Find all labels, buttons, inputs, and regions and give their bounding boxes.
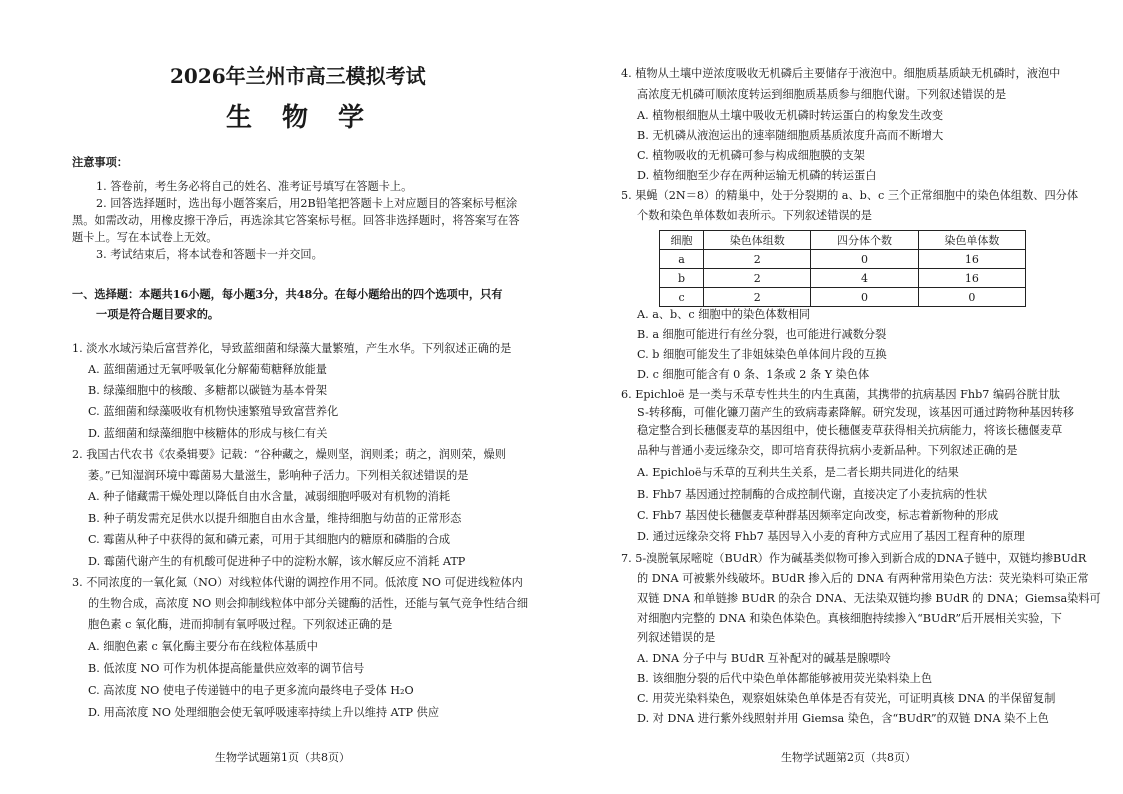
question-3-stem: 胞色素 c 氧化酶，进而抑制有氧呼吸过程。下列叙述正确的是: [88, 618, 393, 631]
question-6-option: A. Epichloë与禾草的互利共生关系，是二者长期共同进化的结果: [637, 466, 959, 479]
question-7-option: C. 用荧光染料染色，观察姐妹染色单体是否有荧光，可证明真核 DNA 的半保留复制: [637, 692, 1056, 705]
question-1-stem: 1. 淡水水域污染后富营养化，导致蓝细菌和绿藻大量繁殖，产生水华。下列叙述正确的是: [72, 342, 512, 355]
table-header-row: [660, 231, 1026, 250]
page-footer: 生物学试题第1页（共8页）: [215, 751, 350, 764]
table-row: [660, 288, 1026, 307]
question-3-option: C. 高浓度 NO 使电子传递链中的电子更多流向最终电子受体 H₂O: [88, 684, 414, 697]
question-7-stem: 对细胞内完整的 DNA 和染色体染色。真核细胞持续掺入“BUdR”后开展相关实验，下: [637, 612, 1062, 625]
table-cell: 16: [918, 269, 1025, 288]
question-6-stem: 品种与普通小麦远缘杂交，即可培育获得抗病小麦新品种。下列叙述正确的是: [637, 444, 1018, 457]
table-header-cell: 细胞: [660, 231, 704, 250]
question-6-option: B. Fhb7 基因通过控制酶的合成控制代谢，直接决定了小麦抗病的性状: [637, 488, 988, 501]
question-1-option: D. 蓝细菌和绿藻细胞中核糖体的形成与核仁有关: [88, 427, 328, 440]
page-1: [0, 0, 561, 794]
notice-line: 2. 回答选择题时，选出每小题答案后，用2B铅笔把答题卡上对应题目的答案标号框涂: [96, 197, 518, 210]
table-cell: 0: [918, 288, 1025, 307]
chromosome-table: [659, 230, 1026, 307]
question-6-stem: 6. Epichloë 是一类与禾草专性共生的内生真菌，其携带的抗病基因 Fhb7 编码谷胱甘肽: [621, 388, 1061, 401]
notice-line: 题卡上。写在本试卷上无效。: [72, 231, 218, 244]
question-6-stem: S-转移酶，可催化镰刀菌产生的致病毒素降解。研究发现，该基因可通过跨物种基因转移: [637, 406, 1074, 419]
exam-title: 2026年兰州市高三模拟考试: [170, 64, 426, 88]
notice-line: 3. 考试结束后，将本试卷和答题卡一并交回。: [96, 248, 323, 261]
question-3-option: B. 低浓度 NO 可作为机体提高能量供应效率的调节信号: [88, 662, 365, 675]
question-1-option: B. 绿藻细胞中的核酸、多糖都以碳链为基本骨架: [88, 384, 328, 397]
question-4-stem: 高浓度无机磷可顺浓度转运到细胞质基质参与细胞代谢。下列叙述错误的是: [637, 88, 1007, 101]
question-4-stem: 4. 植物从土壤中逆浓度吸收无机磷后主要储存于液泡中。细胞质基质缺无机磷时，液泡中: [621, 67, 1061, 80]
question-7-stem: 列叙述错误的是: [637, 631, 716, 644]
question-3-stem: 3. 不同浓度的一氧化氮（NO）对线粒体代谢的调控作用不同。低浓度 NO 可促进线粒体内: [72, 576, 523, 589]
question-2-stem: 萎。”已知湿润环境中霉菌易大量滋生，影响种子活力。下列相关叙述错误的是: [88, 469, 469, 482]
section-heading-cont: 一项是符合题目要求的。: [96, 307, 220, 321]
table-cell: 2: [704, 269, 811, 288]
question-3-option: A. 细胞色素 c 氧化酶主要分布在线粒体基质中: [88, 640, 318, 653]
question-4-option: D. 植物细胞至少存在两种运输无机磷的转运蛋白: [637, 169, 877, 182]
notice-line: 黑。如需改动，用橡皮擦干净后，再选涂其它答案标号框。回答非选择题时，将答案写在答: [72, 214, 520, 227]
question-5-option: A. a、b、c 细胞中的染色体数相同: [637, 308, 811, 321]
question-3-option: D. 用高浓度 NO 处理细胞会使无氧呼吸速率持续上升以维持 ATP 供应: [88, 706, 440, 719]
page-2: [561, 0, 1122, 794]
question-4-option: C. 植物吸收的无机磷可参与构成细胞膜的支架: [637, 149, 865, 162]
table-row: [660, 269, 1026, 288]
question-6-option: D. 通过远缘杂交将 Fhb7 基因导入小麦的育种方式应用了基因工程育种的原理: [637, 530, 1025, 543]
question-5-option: B. a 细胞可能进行有丝分裂，也可能进行减数分裂: [637, 328, 887, 341]
table-row: [660, 250, 1026, 269]
question-5-option: C. b 细胞可能发生了非姐妹染色单体间片段的互换: [637, 348, 887, 361]
question-7-option: D. 对 DNA 进行紫外线照射并用 Giemsa 染色，含“BUdR”的双链 DNA 染不上色: [637, 712, 1049, 725]
notice-line: 1. 答卷前，考生务必将自己的姓名、准考证号填写在答题卡上。: [96, 180, 413, 193]
page-footer: 生物学试题第2页（共8页）: [781, 751, 916, 764]
table-cell: c: [660, 288, 704, 307]
question-5-stem: 个数和染色单体数如表所示。下列叙述错误的是: [637, 209, 872, 222]
question-7-stem: 双链 DNA 和单链掺 BUdR 的杂合 DNA、无法染双链均掺 BUdR 的 DNA；Giemsa染料可: [637, 592, 1101, 605]
subject-title: 生物学: [225, 103, 394, 133]
table-cell: 2: [704, 288, 811, 307]
section-heading: 一、选择题：本题共16小题，每小题3分，共48分。在每小题给出的四个选项中，只有: [72, 287, 503, 301]
question-7-stem: 的 DNA 可被紫外线破坏。BUdR 掺入后的 DNA 有两种常用染色方法：荧光染料可染正常: [637, 572, 1089, 585]
question-5-stem: 5. 果蝇（2N＝8）的精巢中，处于分裂期的 a、b、c 三个正常细胞中的染色体组数、四分体: [621, 189, 1079, 202]
question-7-option: A. DNA 分子中与 BUdR 互补配对的碱基是腺嘌呤: [637, 652, 891, 665]
question-5-option: D. c 细胞可能含有 0 条、1条或 2 条 Y 染色体: [637, 368, 870, 381]
question-7-option: B. 该细胞分裂的后代中染色单体都能够被用荧光染料染上色: [637, 672, 933, 685]
table-header-cell: 染色体组数: [704, 231, 811, 250]
question-2-option: C. 霉菌从种子中获得的氮和磷元素，可用于其细胞内的糖原和磷脂的合成: [88, 533, 451, 546]
table-cell: 0: [811, 288, 918, 307]
table-cell: b: [660, 269, 704, 288]
table-cell: 16: [918, 250, 1025, 269]
question-6-stem: 稳定整合到长穗偃麦草的基因组中，使长穗偃麦草获得相关抗病能力，将该长穗偃麦草: [637, 424, 1063, 437]
question-2-stem: 2. 我国古代农书《农桑辑要》记载：“谷种藏之，燥则坚，润则柔；萌之，润则荣，燥则: [72, 448, 506, 461]
question-2-option: D. 霉菌代谢产生的有机酸可促进种子中的淀粉水解，该水解反应不消耗 ATP: [88, 555, 466, 568]
table-header-cell: 四分体个数: [811, 231, 918, 250]
question-4-option: A. 植物根细胞从土壤中吸收无机磷时转运蛋白的构象发生改变: [637, 109, 944, 122]
question-4-option: B. 无机磷从液泡运出的速率随细胞质基质浓度升高而不断增大: [637, 129, 944, 142]
question-1-option: A. 蓝细菌通过无氧呼吸氧化分解葡萄糖释放能量: [88, 363, 327, 376]
question-6-option: C. Fhb7 基因使长穗偃麦草种群基因频率定向改变，标志着新物种的形成: [637, 509, 999, 522]
table-cell: 0: [811, 250, 918, 269]
question-2-option: A. 种子储藏需干燥处理以降低自由水含量，减弱细胞呼吸对有机物的消耗: [88, 490, 451, 503]
question-1-option: C. 蓝细菌和绿藻吸收有机物快速繁殖导致富营养化: [88, 405, 339, 418]
table-cell: 4: [811, 269, 918, 288]
question-2-option: B. 种子萌发需充足供水以提升细胞自由水含量，维持细胞与幼苗的正常形态: [88, 512, 462, 525]
question-3-stem: 的生物合成，高浓度 NO 则会抑制线粒体中部分关键酶的活性，还能与氧气竞争性结合细: [88, 597, 529, 610]
notice-heading: 注意事项：: [72, 155, 128, 169]
table-header-cell: 染色单体数: [918, 231, 1025, 250]
table-cell: 2: [704, 250, 811, 269]
table-cell: a: [660, 250, 704, 269]
question-7-stem: 7. 5-溴脱氧尿嘧啶（BUdR）作为碱基类似物可掺入到新合成的DNA子链中，双链均掺BUdR: [621, 552, 1087, 565]
